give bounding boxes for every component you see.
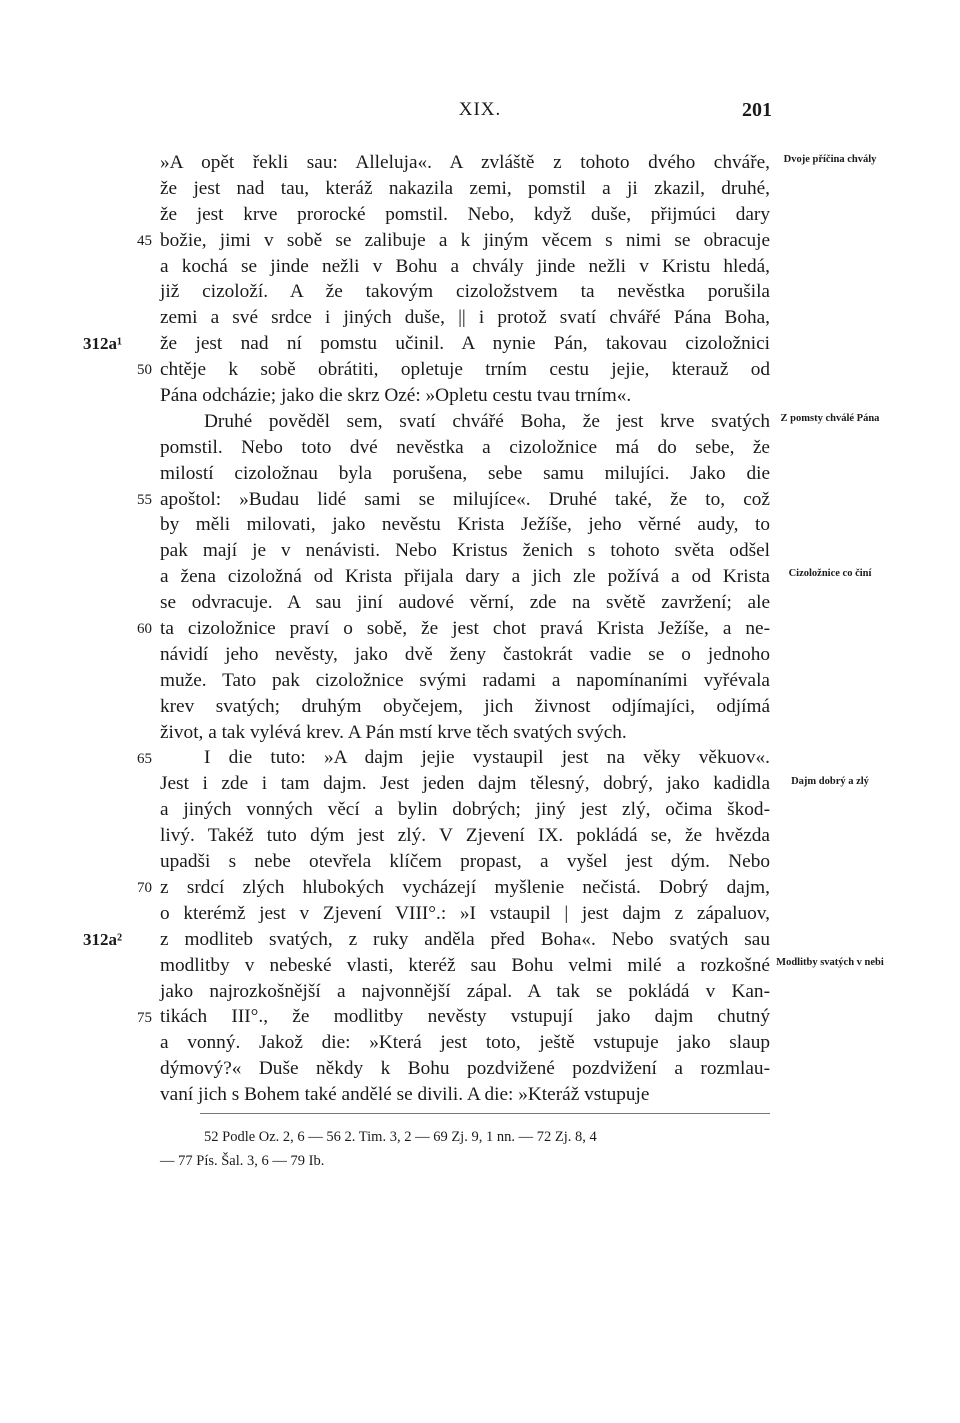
footnote-line: — 77 Pís. Šal. 3, 6 — 79 Ib.: [160, 1153, 325, 1169]
text-line: livý. Takéž tuto dým jest zlý. V Zjevení IX. pokládá se, že hvězda: [160, 825, 770, 847]
text-line: a žena cizoložná od Krista přijala dary a jich zle požívá a od Krista: [160, 566, 770, 588]
text-line: o kterémž jest v Zjevení VIII°.: »I vstaupil | jest dajm z zápaluov,: [160, 902, 770, 924]
text-line: ta cizoložnice praví o sobě, že jest chot pravá Krista Ježíše, a ne-: [160, 618, 770, 640]
line-number: 70: [137, 880, 152, 897]
text-line: Jest i zde i tam dajm. Jest jeden dajm tělesný, dobrý, jako kadidla: [160, 773, 770, 795]
text-line: pomstil. Nebo toto dvé nevěstka a cizoložnice má do sebe, že: [160, 436, 770, 458]
folio-marker: 312a²: [83, 930, 123, 949]
margin-note: Z pomsty chválé Pána: [780, 412, 880, 424]
margin-note: Dajm dobrý a zlý: [791, 775, 869, 787]
margin-note: Modlitby svatých v nebi: [776, 956, 884, 968]
text-line: zemi a své srdce i jiných duše, || i protož svatí chvářé Pána Boha,: [160, 307, 770, 329]
text-line: z modliteb svatých, z ruky anděla před Boha«. Nebo svatých sau: [160, 928, 770, 950]
text-line: chtěje k sobě obrátiti, opletuje trním cestu jejie, kterauž od: [160, 359, 770, 381]
main-text-block: [160, 150, 770, 1108]
text-line: by měli milovati, jako nevěstu Krista Ježíše, jeho věrné audy, to: [160, 514, 770, 536]
footnote-line: 52 Podle Oz. 2, 6 — 56 2. Tim. 3, 2 — 69 Zj. 9, 1 nn. — 72 Zj. 8, 4: [204, 1129, 597, 1145]
text-line: návidí jeho nevěsty, jako dvě ženy častokrát vadie se o jednoho: [160, 643, 770, 665]
text-line: apoštol: »Budau lidé sami se milujíce«. Druhé také, že to, což: [160, 488, 770, 510]
text-line: že jest nad tau, kteráž nakazila zemi, pomstil a ji zkazil, druhé,: [160, 177, 770, 199]
text-line: z srdcí zlých hlubokých vycházejí myšlenie nečistá. Dobrý dajm,: [160, 876, 770, 898]
text-line: pak mají je v nenávisti. Nebo Kristus ženich s tohoto světa odšel: [160, 540, 770, 562]
text-line: že jest krve prorocké pomstil. Nebo, když duše, přijmúci dary: [160, 203, 770, 225]
text-line: Pána odcházie; jako die skrz Ozé: »Opletu cestu tvau trním«.: [160, 385, 632, 407]
page-number: 201: [742, 99, 772, 121]
footnote-separator: [200, 1113, 770, 1114]
text-line: krev svatých; druhým obyčejem, jich živnost odjímajíci, odjímá: [160, 695, 770, 717]
text-line: vaní jich s Bohem také andělé se divili. A die: »Kteráž vstupuje: [160, 1084, 650, 1106]
text-line: jako najrozkošnější a najvonnější zápal. A tak se pokládá v Kan-: [160, 980, 770, 1002]
footnotes: [160, 1125, 770, 1173]
margin-note: Cizoložnice co činí: [788, 568, 872, 580]
line-number: 55: [137, 491, 152, 508]
text-line: upadši s nebe otevřela klíčem propast, a vyšel jest dým. Nebo: [160, 851, 770, 873]
text-line: a vonný. Jakož die: »Která jest toto, ještě vstupuje jako slaup: [160, 1032, 770, 1054]
text-line: že jest nad ní pomstu učinil. A nynie Pán, takovau cizoložnici: [160, 333, 770, 355]
text-line: božie, jimi v sobě se zalibuje a k jiným věcem s nimi se obracuje: [160, 229, 770, 251]
text-line: tikách III°., že modlitby nevěsty vstupují jako dajm chutný: [160, 1006, 770, 1028]
text-line: a jiných vonných věcí a bylin dobrých; jiný jest zlý, očima škod-: [160, 799, 770, 821]
text-line: a kochá se jinde nežli v Bohu a chvály jinde nežli v Kristu hledá,: [160, 255, 770, 277]
chapter-heading: XIX.: [458, 99, 502, 120]
folio-marker: 312a¹: [83, 334, 123, 354]
text-line: se odvracuje. A sau jiní audové věrní, zde na světě zavržení; ale: [160, 592, 770, 614]
text-line: život, a tak vylévá krev. A Pán mstí krve těch svatých svých.: [160, 721, 627, 743]
margin-note: Dvoje příčina chvály: [783, 153, 877, 165]
text-line: milostí cizoložnau byla porušena, sebe samu milujíci. Jako die: [160, 462, 770, 484]
text-line: již cizoloží. A že takovým cizoložstvem ta nevěstka porušila: [160, 281, 770, 303]
line-number: 45: [137, 232, 152, 249]
line-number: 65: [137, 750, 152, 767]
text-line: muže. Tato pak cizoložnice svými radami a napomínaními vyřévala: [160, 669, 770, 691]
text-line: I die tuto: »A dajm jejie vystaupil jest na věky věkuov«.: [204, 747, 770, 769]
line-number: 50: [137, 362, 152, 379]
text-line: »A opět řekli sau: Alleluja«. A zvláště z tohoto dvého chváře,: [160, 152, 770, 173]
text-line: Druhé pověděl sem, svatí chvářé Boha, že jest krve svatých: [204, 410, 770, 432]
text-line: modlitby v nebeské vlasti, kteréž sau Bohu velmi milé a rozkošné: [160, 954, 770, 976]
line-number: 60: [137, 621, 152, 638]
line-number: 75: [137, 1009, 152, 1026]
text-line: dýmový?« Duše někdy k Bohu pozdvižené pozdvižení a rozmlau-: [160, 1058, 770, 1080]
